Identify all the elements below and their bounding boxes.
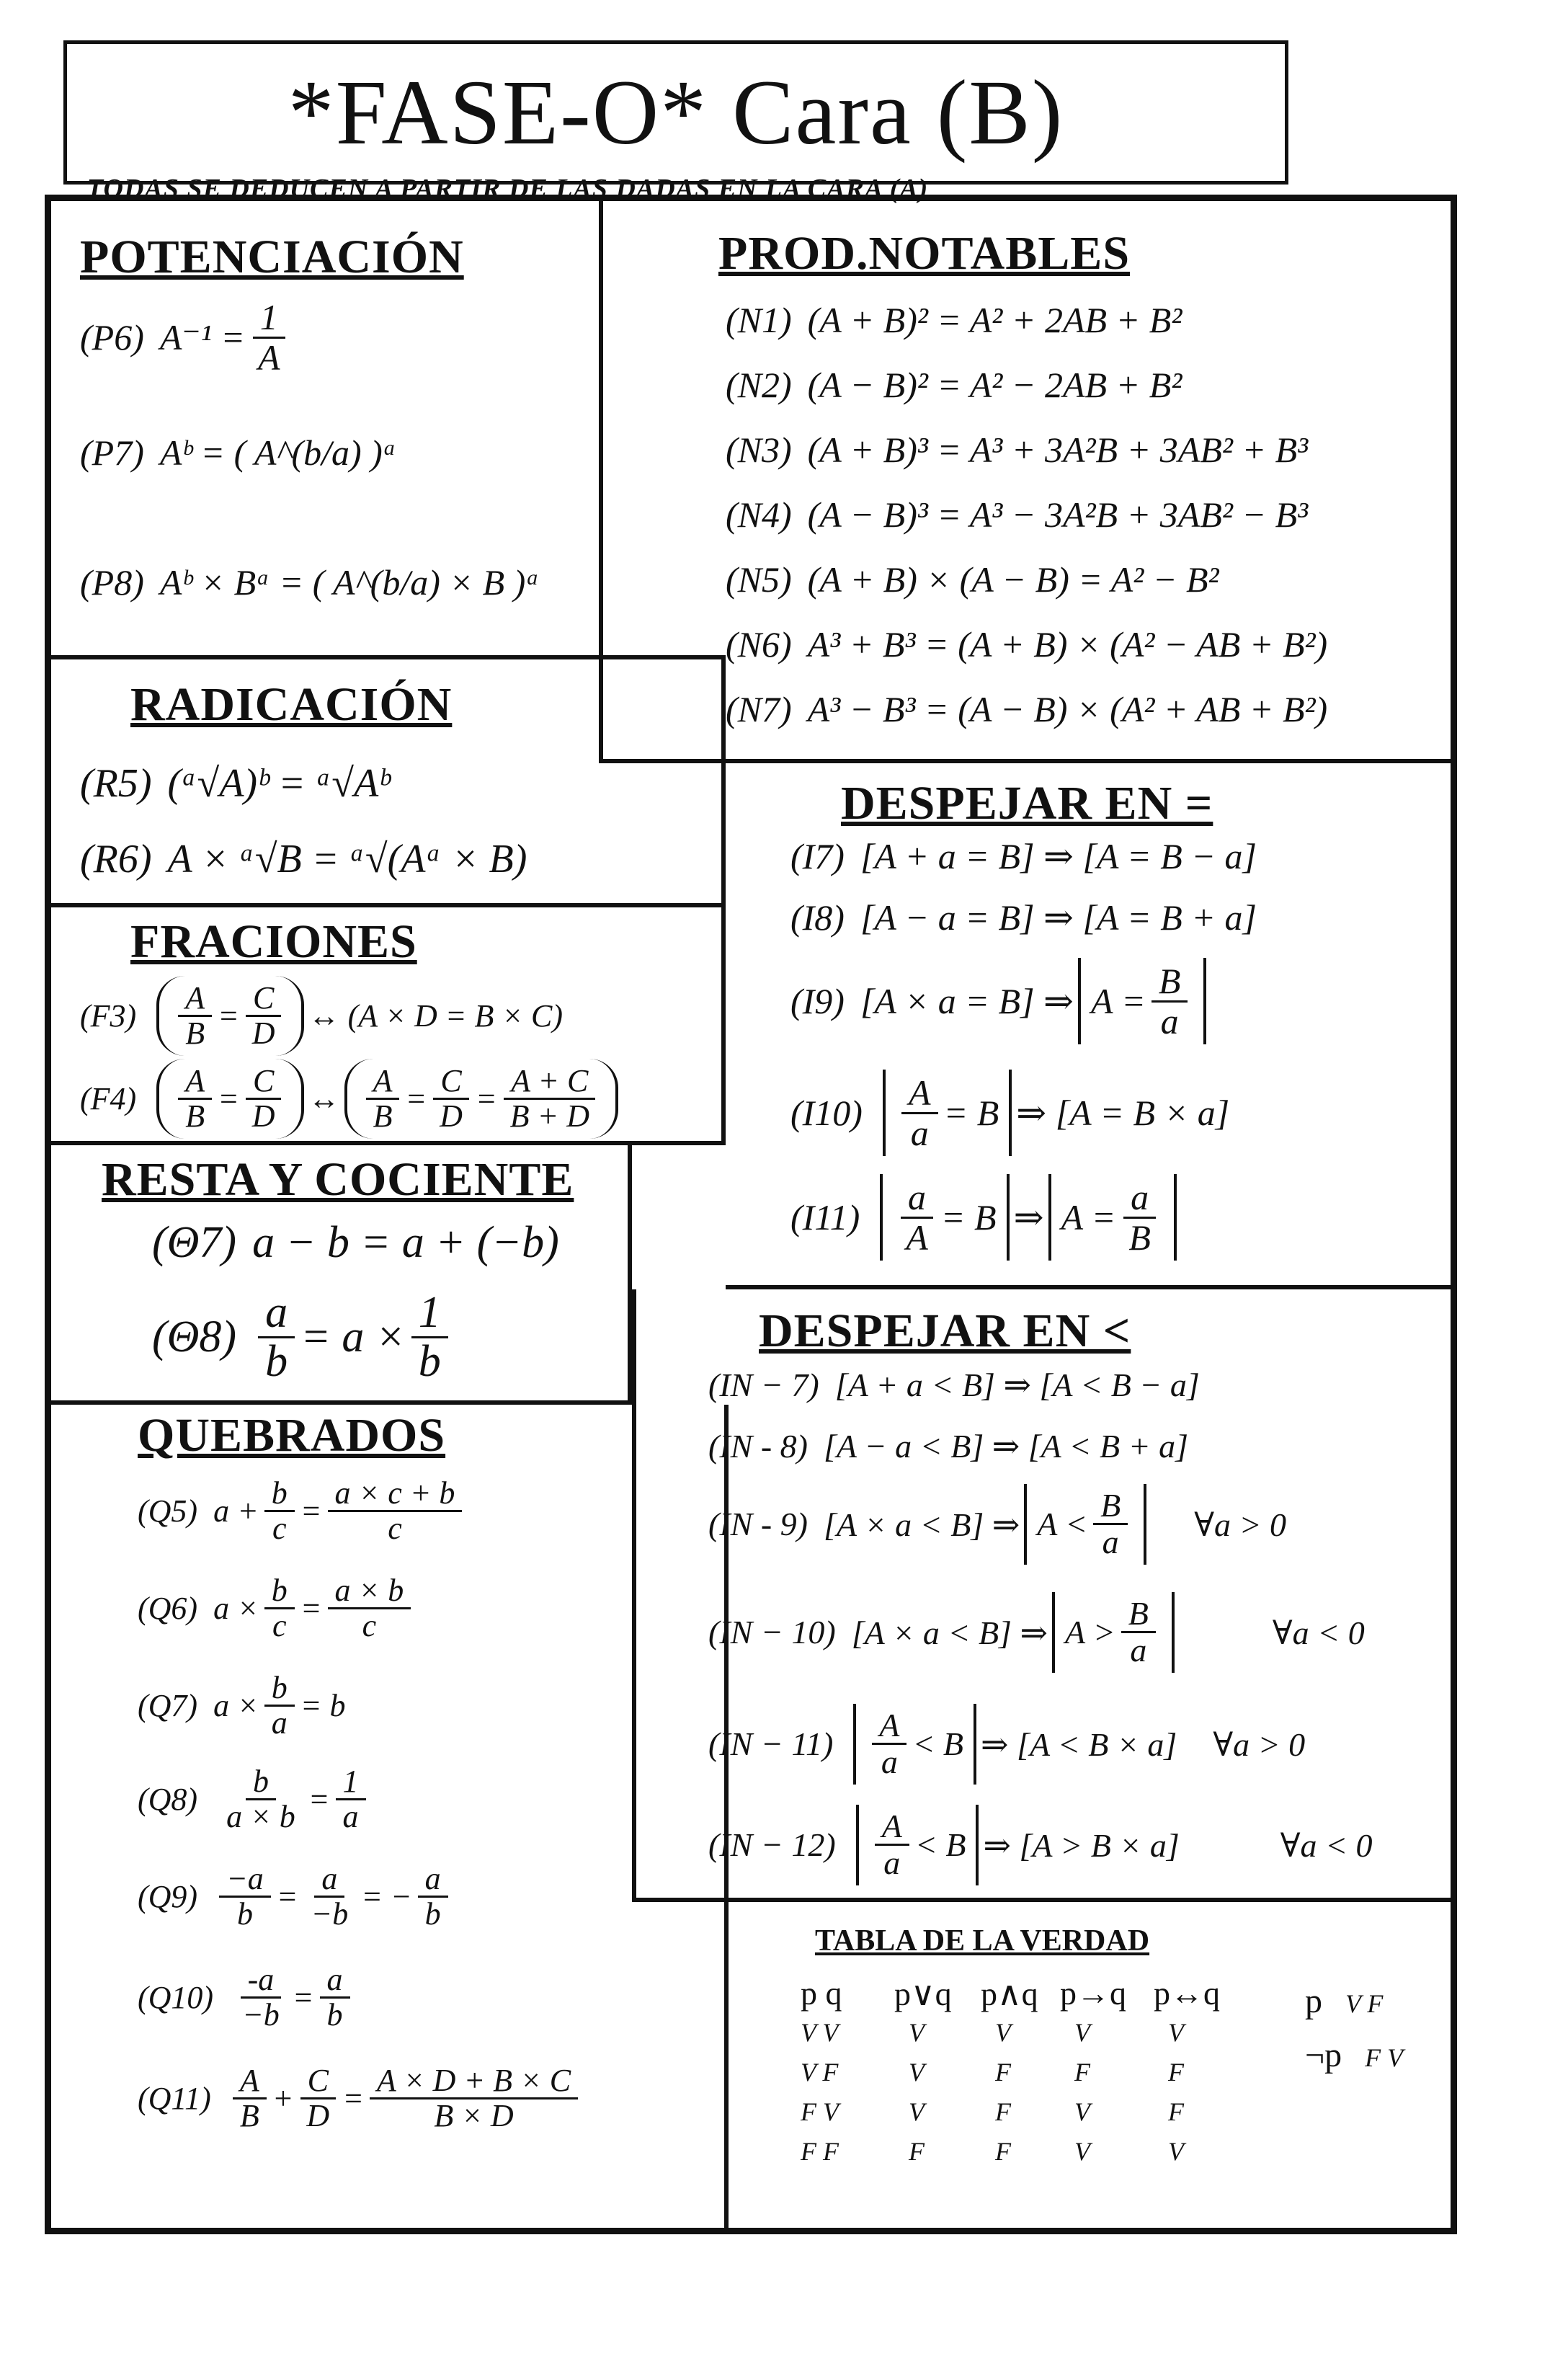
condition: ∀a > 0	[1194, 1506, 1286, 1543]
section-resta-cociente	[51, 1145, 632, 1405]
formula-in10: (IN − 10) [A × a < B] ⇒ A > $\frac{B}{a}$ ∀a < 0	[708, 1592, 1365, 1673]
formula-q7: (Q7) a × $\frac{b}{a}$ = b	[138, 1670, 346, 1741]
formula-i7: (I7) [A + a = B] ⇒ [A = B − a]	[790, 836, 1257, 876]
formula-label: (IN - 9)	[708, 1506, 808, 1543]
page-title: *FASE-O* Cara (B)	[288, 61, 1064, 164]
formula-i8: (I8) [A − a = B] ⇒ [A = B + a]	[790, 897, 1257, 938]
section-radicacion	[51, 655, 726, 907]
table-row	[801, 2136, 1269, 2176]
truth-cell: F	[995, 2058, 1011, 2087]
formula-n2	[726, 352, 1327, 417]
truth-cell: F	[995, 2097, 1011, 2126]
section-heading: QUEBRADOS	[138, 1409, 446, 1462]
table-row	[801, 2017, 1269, 2057]
formula-label: (I8)	[790, 897, 845, 938]
condition: ∀a > 0	[1213, 1725, 1306, 1763]
formula-q11: (Q11) $\frac{A}{B}$ + $\frac{C}{D}$ = $\frac{A \times D + B \times C}{B \times D}$	[138, 2064, 584, 2133]
truth-cell: V	[1074, 2018, 1090, 2047]
formula-label: (IN − 11)	[708, 1725, 834, 1763]
truth-cell: F	[995, 2137, 1011, 2166]
truth-cell: V	[909, 2018, 925, 2047]
formula-r5: (R5) (ᵃ√A)ᵇ = ᵃ√Aᵇ	[80, 761, 390, 806]
formula-expression: (A − B)³ = A³ − 3A²B + 3AB² − B³	[807, 494, 1309, 535]
subtitle: TODAS SE DEDUCEN A PARTIR DE LAS DADAS EN LA CARA (A)	[86, 174, 929, 204]
formula-label: (N3)	[726, 430, 792, 470]
formula-label: (I11)	[790, 1197, 860, 1237]
formula-expression: (A + B)² = A² + 2AB + B²	[807, 300, 1182, 340]
truth-cell: V	[1168, 2137, 1184, 2166]
formula-p6: (P6) A⁻¹ = $\frac{1}{A}$	[80, 298, 293, 376]
truth-cell: F	[1168, 2097, 1184, 2126]
formula-label: (Q6)	[138, 1591, 198, 1627]
formula-label: (Θ7)	[152, 1218, 237, 1267]
section-heading: TABLA DE LA VERDAD	[815, 1924, 1150, 1958]
formula-in9: (IN - 9) [A × a < B] ⇒ A < $\frac{B}{a}$ ∀a > 0	[708, 1484, 1286, 1565]
formula-label: (IN - 8)	[708, 1427, 808, 1465]
truth-cell: V V	[801, 2018, 839, 2047]
formula-label: (P8)	[80, 562, 144, 603]
formula-label: (Q9)	[138, 1879, 198, 1915]
formula-n3	[726, 417, 1327, 482]
table-row	[801, 2057, 1269, 2097]
formula-n1	[726, 288, 1327, 352]
formula-in12: (IN − 12) $\frac{A}{a}$ < B ⇒ [A > B × a] ∀a < 0	[708, 1805, 1373, 1885]
formula-in7: (IN − 7) [A + a < B] ⇒ [A < B − a]	[708, 1366, 1200, 1403]
formula-label: (I9)	[790, 981, 845, 1021]
formula-r6: (R6) A × ᵃ√B = ᵃ√(Aᵃ × B)	[80, 837, 527, 881]
formula-expression: A³ − B³ = (A − B) × (A² + AB + B²)	[807, 689, 1328, 729]
formula-label: (Q8)	[138, 1782, 198, 1818]
formula-in11: (IN − 11) $\frac{A}{a}$ < B ⇒ [A < B × a] ∀a > 0	[708, 1704, 1305, 1785]
truth-cell: F	[909, 2137, 925, 2166]
formula-expression: (A − B)² = A² − 2AB + B²	[807, 365, 1182, 405]
formula-label: (F3)	[80, 998, 137, 1034]
section-heading: DESPEJAR EN =	[841, 777, 1213, 830]
formula-label: (N2)	[726, 365, 792, 405]
title-box	[63, 40, 1288, 185]
condition: ∀a < 0	[1272, 1614, 1365, 1651]
formula-q10: (Q10) $\frac{-a}{-b}$ = $\frac{a}{b}$	[138, 1963, 356, 2032]
truth-cell: V	[1168, 2018, 1184, 2047]
formula-p7: (P7) Aᵇ = ( A^(b/a) )ᵃ	[80, 432, 397, 473]
formula-o7: (Θ7) a − b = a + (−b)	[152, 1218, 559, 1267]
formula-f3: (F3) $\frac{A}{B}$ = $\frac{C}{D}$ ↔ (A × D = B × C)	[80, 976, 563, 1056]
formula-label: (N6)	[726, 624, 792, 665]
formula-label: (N1)	[726, 300, 792, 340]
formula-q9: (Q9) $\frac{-a}{b}$ = $\frac{a}{-b}$ = − $\frac{a}{b}$	[138, 1862, 454, 1931]
truth-cell: V F	[801, 2058, 839, 2087]
table-row	[801, 2097, 1269, 2136]
formula-label: (R6)	[80, 837, 152, 881]
formula-label: (N4)	[726, 494, 792, 535]
formula-i10: (I10) $\frac{A}{a}$ = B ⇒ [A = B × a]	[790, 1070, 1229, 1156]
formula-expression: (A + B)³ = A³ + 3A²B + 3AB² + B³	[807, 430, 1309, 470]
section-prod-notables	[599, 201, 1451, 763]
formula-n7	[726, 677, 1327, 742]
section-fraciones	[51, 907, 726, 1145]
section-heading: PROD.NOTABLES	[718, 227, 1131, 280]
formula-label: (Q7)	[138, 1688, 198, 1724]
truth-header: p↔q	[1154, 1975, 1220, 2012]
truth-header: p q	[801, 1975, 842, 2012]
truth-cell: V	[909, 2097, 925, 2126]
formula-o8: (Θ8) $\frac{a}{b}$ = a × $\frac{1}{b}$	[152, 1289, 454, 1385]
formula-label: (P6)	[80, 317, 144, 357]
formula-n6	[726, 612, 1327, 677]
formula-label: (Q5)	[138, 1493, 198, 1529]
formula-label: (IN − 12)	[708, 1826, 836, 1864]
truth-header: p∧q	[981, 1976, 1038, 2012]
formula-p8: (P8) Aᵇ × Bᵃ = ( A^(b/a) × B )ᵃ	[80, 562, 540, 603]
formula-n4	[726, 482, 1327, 547]
formula-q8: (Q8) $\frac{b}{a \times b}$ = $\frac{1}{a}$	[138, 1765, 372, 1834]
truth-header: p∨q	[894, 1976, 952, 2012]
formula-label: (I10)	[790, 1093, 863, 1133]
section-despejar-menor	[632, 1289, 1451, 1902]
formula-in8: (IN - 8) [A − a < B] ⇒ [A < B + a]	[708, 1427, 1189, 1465]
negation-label: ¬p	[1305, 2036, 1342, 2074]
section-potenciacion	[51, 201, 599, 655]
formula-i11: (I11) $\frac{a}{A}$ = B ⇒ A = $\frac{a}{B}$	[790, 1174, 1181, 1261]
formula-label: (Q11)	[138, 2081, 211, 2117]
formula-q6: (Q6) a × $\frac{b}{c}$ = $\frac{a \times b}{c}$	[138, 1574, 416, 1643]
formula-i9: (I9) [A × a = B] ⇒ A = $\frac{B}{a}$	[790, 958, 1211, 1044]
truth-cell: V	[995, 2018, 1011, 2047]
truth-cell: F V	[801, 2097, 839, 2126]
truth-cell: F	[1168, 2058, 1184, 2087]
truth-header: p→q	[1060, 1975, 1126, 2012]
condition: ∀a < 0	[1280, 1826, 1373, 1864]
formula-label: (N5)	[726, 559, 792, 600]
truth-cell: V	[909, 2058, 925, 2087]
section-heading: POTENCIACIÓN	[80, 231, 464, 283]
formula-label: (R5)	[80, 761, 152, 806]
truth-cell: V	[1074, 2097, 1090, 2126]
formula-label: (N7)	[726, 689, 792, 729]
section-quebrados	[51, 1405, 729, 2228]
section-heading: RESTA Y COCIENTE	[102, 1153, 574, 1206]
formula-label: (F4)	[80, 1081, 137, 1117]
section-heading: RADICACIÓN	[130, 678, 453, 731]
formula-q5: (Q5) a + $\frac{b}{c}$ = $\frac{a \times c + b}{c}$	[138, 1477, 468, 1545]
negation-table: p V F ¬p F V	[1305, 1982, 1404, 2074]
formula-label: (I7)	[790, 836, 845, 876]
formula-f4: (F4) $\frac{A}{B}$ = $\frac{C}{D}$ ↔ $\frac{A}{B}$ = $\frac{C}{D}$ = $\frac{A + C}{B + D}$	[80, 1059, 623, 1139]
formula-label: (IN − 7)	[708, 1366, 819, 1403]
truth-table	[801, 1974, 1269, 2176]
formula-label: (Q10)	[138, 1980, 214, 2016]
formula-sheet	[45, 195, 1457, 2234]
truth-cell: V	[1074, 2137, 1090, 2166]
formula-label: (P7)	[80, 432, 144, 473]
section-heading: FRACIONES	[130, 915, 417, 968]
truth-cell: F F	[801, 2137, 839, 2166]
formula-expression: (A + B) × (A − B) = A² − B²	[807, 559, 1219, 600]
formula-label: (Θ8)	[152, 1312, 237, 1362]
section-heading: DESPEJAR EN <	[759, 1305, 1131, 1357]
section-despejar-igual	[726, 763, 1451, 1289]
section-tabla-verdad	[729, 1902, 1451, 2228]
formula-expression: A³ + B³ = (A + B) × (A² − AB + B²)	[807, 624, 1328, 665]
truth-cell: F	[1074, 2058, 1090, 2087]
formula-n5	[726, 547, 1327, 612]
negation-header: p	[1305, 1982, 1322, 2020]
formula-label: (IN − 10)	[708, 1614, 836, 1651]
